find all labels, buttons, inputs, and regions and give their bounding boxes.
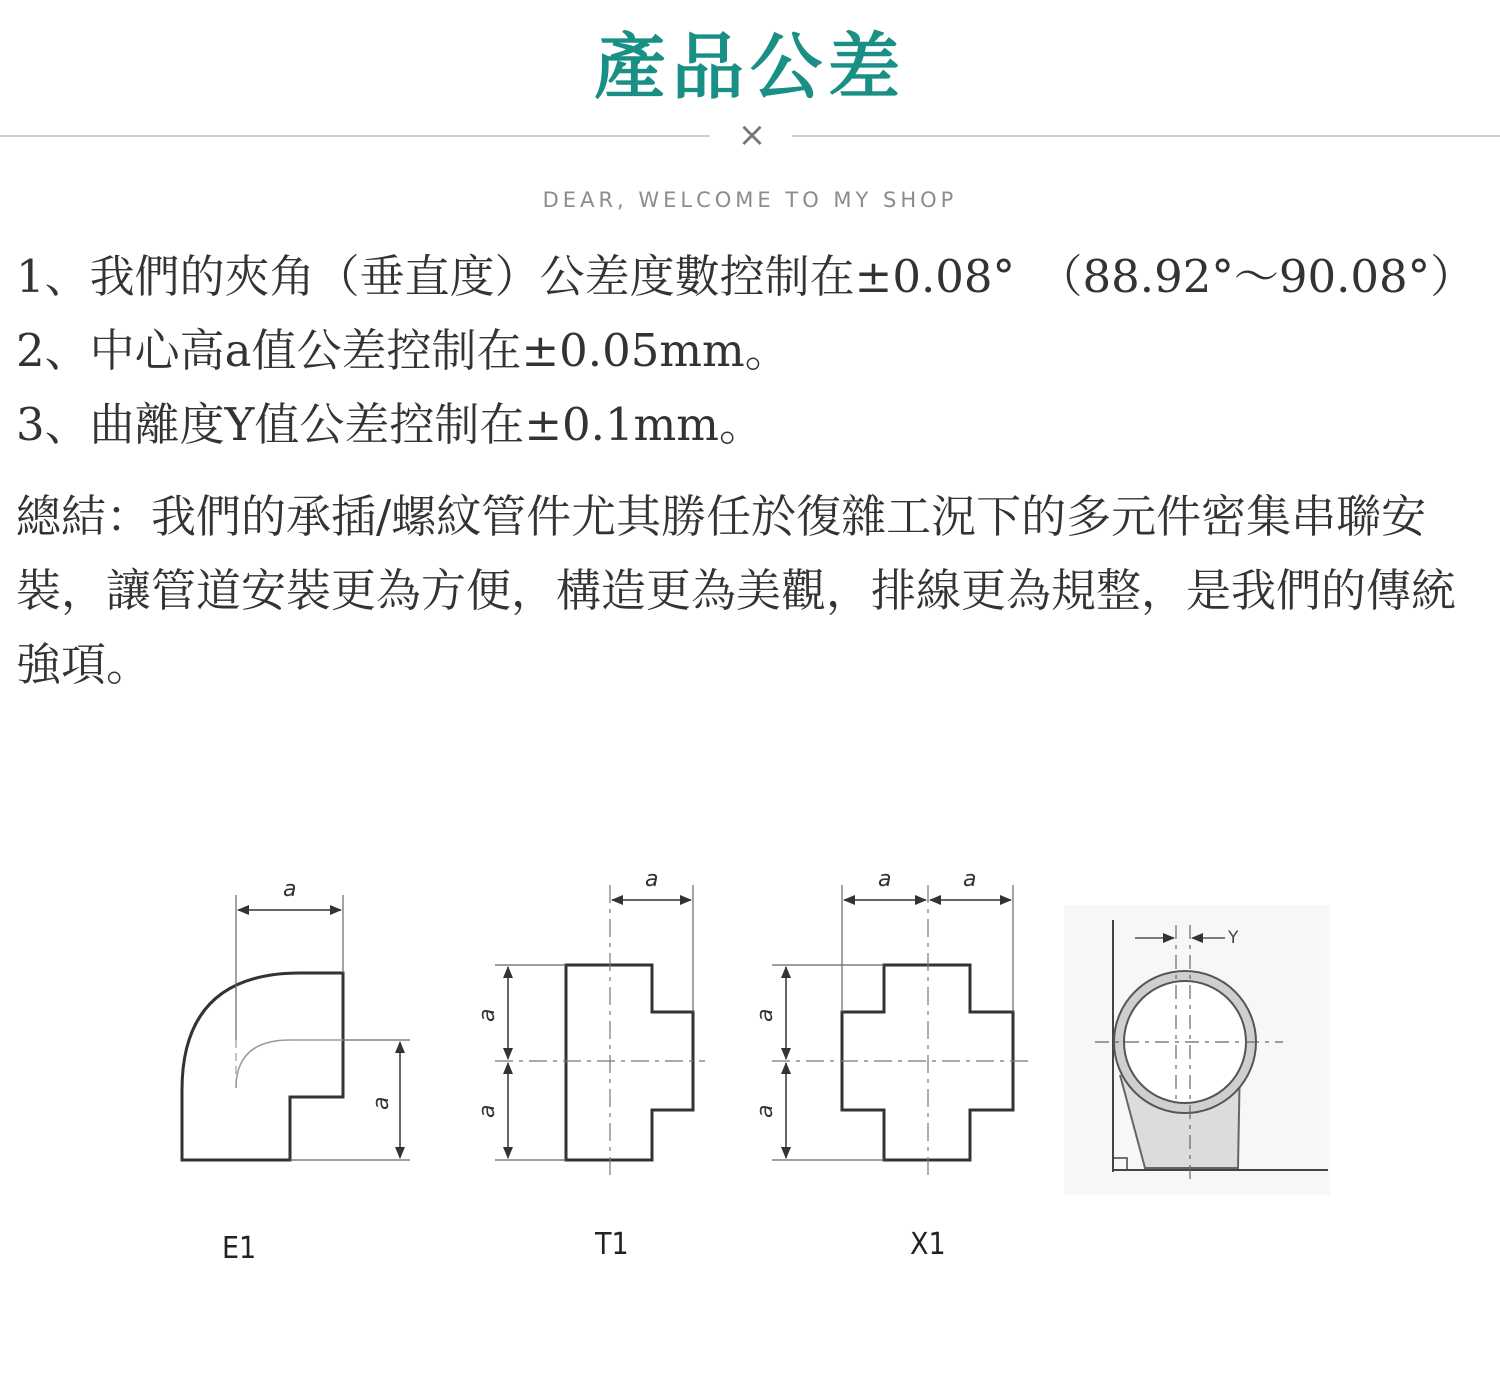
deviation-diagram	[1064, 905, 1330, 1195]
deviation-dimension-y: Y	[1228, 928, 1239, 948]
cross-dimension-a-left: a	[878, 867, 892, 892]
cross-dimension-a-lower: a	[753, 1104, 778, 1118]
tolerance-item-angle: 1、我們的夾角（垂直度）公差度數控制在±0.08° （88.92°～90.08°）	[16, 250, 1476, 303]
cross-dimension-a-upper: a	[753, 1008, 778, 1022]
divider-line-left	[0, 135, 710, 137]
elbow-diagram	[182, 877, 410, 1266]
fitting-diagrams	[0, 840, 1500, 1300]
cross-dimension-a-right: a	[963, 867, 977, 892]
tee-dimension-a-lower: a	[475, 1104, 500, 1118]
tee-diagram	[475, 867, 705, 1262]
page-title: 產品公差	[593, 24, 906, 109]
tolerance-item-center-height: 2、中心高a值公差控制在±0.05mm。	[16, 324, 790, 377]
cross-diagram	[753, 867, 1030, 1262]
elbow-dimension-a: a	[283, 877, 297, 902]
divider-line-right	[792, 135, 1500, 137]
tee-caption: T1	[595, 1227, 629, 1262]
tolerance-item-deviation: 3、曲離度Y值公差控制在±0.1mm。	[16, 398, 764, 451]
divider-x-icon: ×	[737, 115, 767, 155]
tee-dimension-a: a	[645, 867, 659, 892]
elbow-caption: E1	[222, 1231, 257, 1266]
page-subtitle: DEAR, WELCOME TO MY SHOP	[542, 188, 958, 212]
summary-paragraph: 總結：我們的承插/螺紋管件尤其勝任於復雜工況下的多元件密集串聯安裝，讓管道安裝更為方便，構造更為美觀，排線更為規整，是我們的傳統強項。	[16, 490, 1457, 691]
tolerance-text	[16, 240, 1490, 702]
elbow-dimension-a-vertical: a	[369, 1096, 394, 1110]
tee-dimension-a-upper: a	[475, 1008, 500, 1022]
cross-caption: X1	[910, 1227, 946, 1262]
